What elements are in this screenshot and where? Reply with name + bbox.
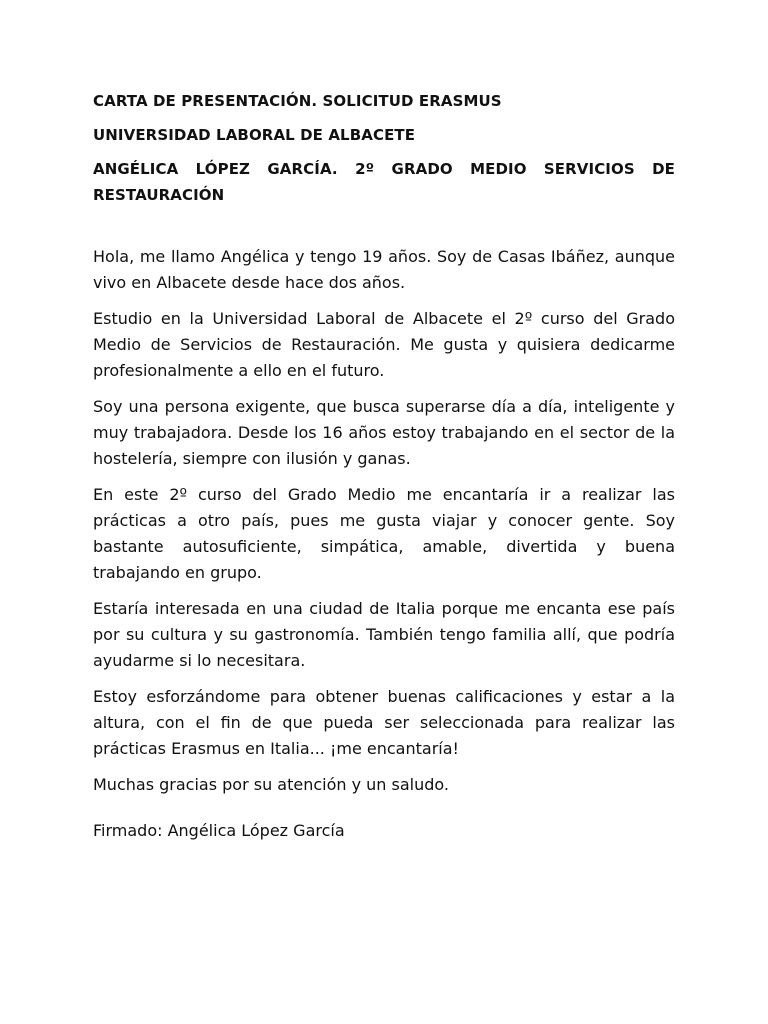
paragraph-motivation: En este 2º curso del Grado Medio me encantaría ir a realizar las prácticas a otro país, pues me gusta viajar y conocer gente. Soy bastante autosuficiente, simpática, amable, divertida y buena trabajando en grupo. bbox=[93, 485, 675, 582]
paragraph-introduction: Hola, me llamo Angélica y tengo 19 años. Soy de Casas Ibáñez, aunque vivo en Albacete desde hace dos años. bbox=[93, 247, 675, 292]
paragraph-closing: Muchas gracias por su atención y un saludo. bbox=[93, 775, 450, 794]
applicant-heading: ANGÉLICA LÓPEZ GARCÍA. 2º GRADO MEDIO SERVICIOS DE RESTAURACIÓN bbox=[93, 160, 675, 204]
paragraph-effort: Estoy esforzándome para obtener buenas calificaciones y estar a la altura, con el fin de que pueda ser seleccionada para realizar las prácticas Erasmus en Italia... ¡me encantaría! bbox=[93, 687, 675, 758]
paragraph-destination: Estaría interesada en una ciudad de Italia porque me encanta ese país por su cultura y su gastronomía. También tengo familia allí, que podría ayudarme si lo necesitara. bbox=[93, 599, 675, 670]
letter-title: CARTA DE PRESENTACIÓN. SOLICITUD ERASMUS bbox=[93, 92, 502, 110]
letter-body bbox=[93, 88, 675, 808]
paragraph-studies: Estudio en la Universidad Laboral de Albacete el 2º curso del Grado Medio de Servicios de Restauración. Me gusta y quisiera dedicarme profesionalmente a ello en el futuro. bbox=[93, 309, 675, 380]
signature-line: Firmado: Angélica López García bbox=[93, 821, 345, 840]
paragraph-personality: Soy una persona exigente, que busca superarse día a día, inteligente y muy trabajadora. Desde los 16 años estoy trabajando en el sector de la hostelería, siempre con ilusión y ganas. bbox=[93, 397, 675, 468]
institution-heading: UNIVERSIDAD LABORAL DE ALBACETE bbox=[93, 126, 416, 144]
